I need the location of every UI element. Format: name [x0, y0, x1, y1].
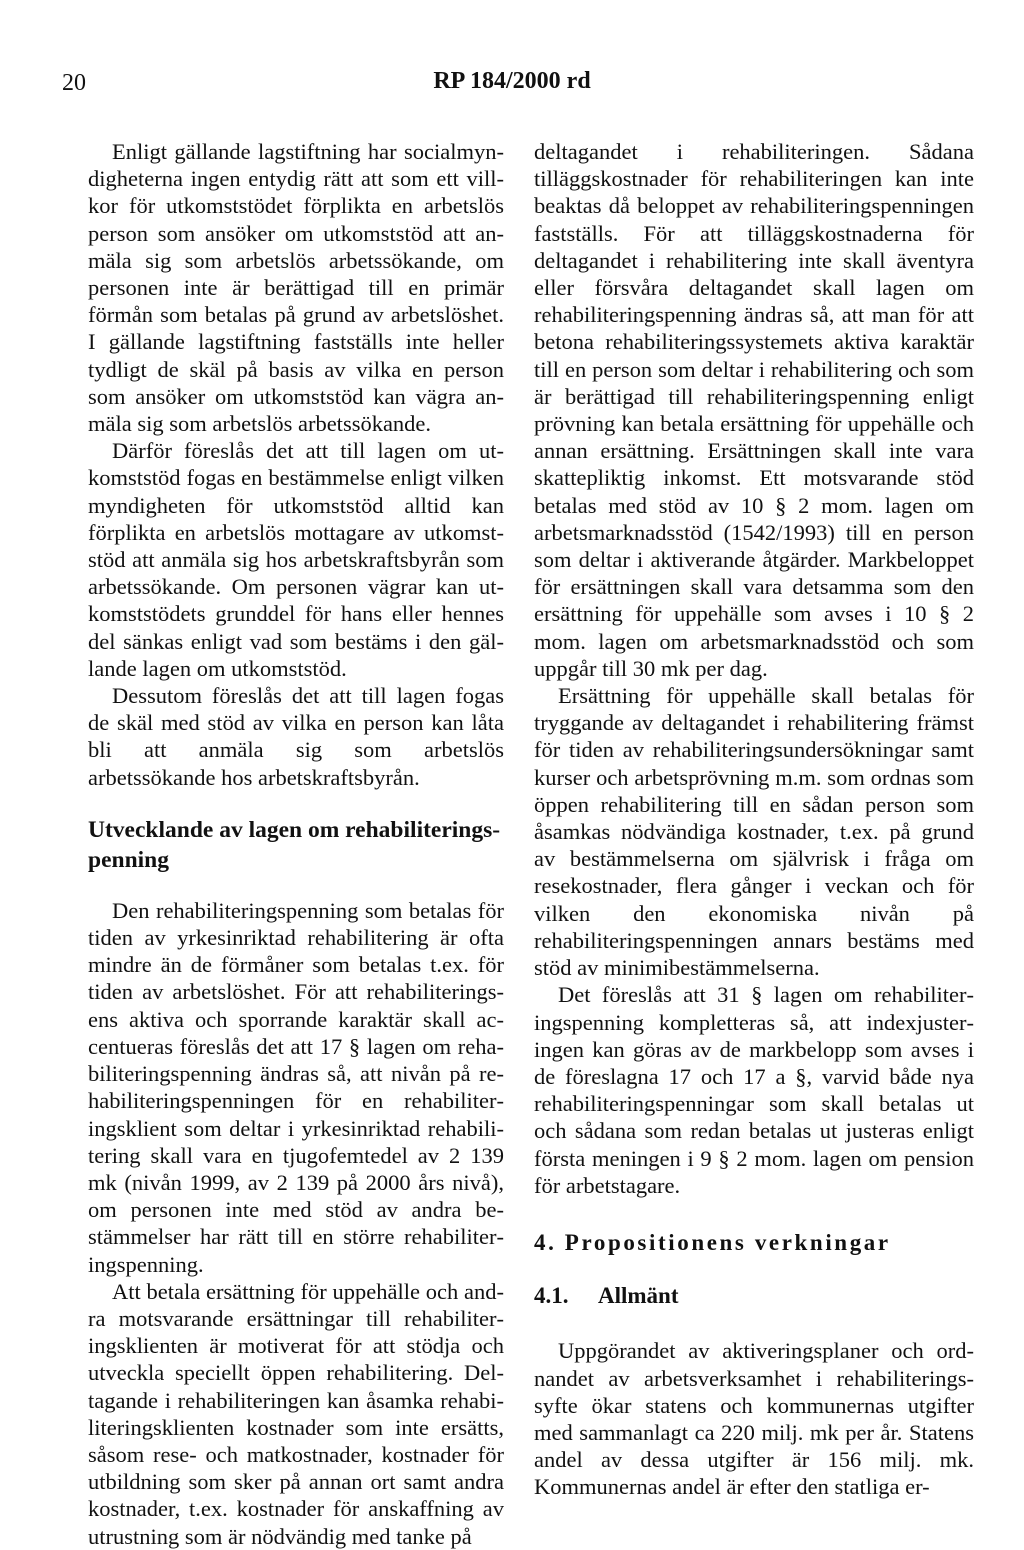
paragraph: Uppgörandet av aktiveringsplaner och ordnandet av arbetsverksamhet i rehabiliteringssyfte ökar statens och kommunernas utgifter med sammanlagt ca 220 milj. mk per år. Statens andel av dessa utgifter är 156 milj. mk. Kommunernas andel är efter den statliga er- — [534, 1338, 974, 1500]
chapter-heading: 4. Propositionens verkningar — [534, 1229, 891, 1255]
subsection-number: 4.1. — [534, 1283, 569, 1309]
paragraph: Enligt gällande lagstiftning har socialmyndigheterna ingen entydig rätt att som ett villkor för utkomststödet förplikta en arbetslös person som ansöker om utkomststöd att anmäla sig som arbetslös arbetssökande, om personen inte är berättigad till en primär förmån som betalas på grund av arbetslöshet. I gällande lagstiftning fastställs inte heller tydligt de skäl på basis av vilka en person som ansöker om utkomststöd kan vägra anmäla sig som arbetslös arbetssökande. — [88, 139, 504, 437]
paragraph: Dessutom föreslås det att till lagen fogas de skäl med stöd av vilka en person kan låta bli att anmäla sig som arbetslös arbetssökande hos arbetskraftsbyrån. — [88, 683, 504, 790]
right-column — [534, 138, 974, 1501]
paragraph: Det föreslås att 31 § lagen om rehabiliteringspenning kompletteras så, att indexjusteringen kan göras av de markbelopp som avses i de föreslagna 17 och 17 a §, varvid både nya rehabiliteringspenningar som skall betalas ut och sådana som redan betalas ut justeras enligt första meningen i 9 § 2 mom. lagen om pension för arbetstagare. — [534, 982, 974, 1198]
paragraph: Den rehabiliteringspenning som betalas för tiden av yrkesinriktad rehabilitering är ofta mindre än de förmåner som betalas t.ex. för tiden av arbetslöshet. För att rehabiliteringsens aktiva och sporrande karaktär skall accentueras föreslås det att 17 § lagen om rehabiliteringspenning ändras så, att nivån på rehabiliteringspenningen för en rehabiliteringsklient som deltar i yrkesinriktad rehabilitering skall vara en tjugofemtedel av 2 139 mk (nivån 1999, av 2 139 på 2000 års nivå), om personen inte med stöd av andra bestämmelser har rätt till en större rehabiliteringspenning. — [88, 897, 504, 1277]
paragraph: deltagandet i rehabiliteringen. Sådana tilläggskostnader för rehabiliteringen kan inte beaktas då beloppet av rehabiliteringspenningen fastställs. För att tilläggskostnaderna för deltagandet i rehabilitering inte skall äventyra eller försvåra deltagandet skall lagen om rehabiliteringspenning ändras så, att man för att betona rehabiliteringssystemets aktiva karaktär till en person som deltar i rehabilitering och som är berättigad till rehabiliteringspenning enligt prövning kan betala ersättning för uppehälle och annan ersättning. Ersättningen skall inte vara skattepliktig inkomst. Ett motsvarande stöd betalas med stöd av 10 § 2 mom. lagen om arbetsmarknadsstöd (1542/1993) till en person som deltar i aktiverande åtgärder. Markbeloppet för ersättningen skall vara detsamma som den ersättning för uppehälle som avses i 10 § 2 mom. lagen om arbetsmarknadsstöd och som uppgår till 30 mk per dag. — [534, 139, 974, 681]
left-column — [88, 138, 504, 1550]
subsection-title: Allmänt — [598, 1283, 679, 1309]
paragraph: Att betala ersättning för uppehälle och andra motsvarande ersättningar till rehabiliteringsklienten är motiverat för att stödja och utveckla speciellt öppen rehabilitering. Deltagande i rehabiliteringen kan åsamka rehabiliteringsklienten kostnader som inte ersätts, såsom rese- och matkostnader, kostnader för utbildning som sker på annan ort samt andra kostnader, t.ex. kostnader för anskaffning av utrustning som är nödvändig med tanke på — [88, 1278, 504, 1549]
running-title: RP 184/2000 rd — [433, 68, 591, 94]
paragraph: Ersättning för uppehälle skall betalas för tryggande av deltagandet i rehabilitering främst för tiden av rehabiliteringsundersökningar samt kurser och arbetsprövning m.m. som ordnas som öppen rehabilitering till en sådan person som åsamkas nödvändiga kostnader, t.ex. på grund av bestämmelserna om självrisk i fråga om resekostnader, flera gånger i veckan och för vilken den ekonomiska nivån på rehabiliteringspenningen annars bestäms med stöd av minimibestämmelserna. — [534, 683, 974, 981]
page-number: 20 — [62, 70, 86, 96]
section-heading: Utvecklande av lagen om rehabiliteringspenning — [88, 816, 501, 873]
paragraph: Därför föreslås det att till lagen om utkomststöd fogas en bestämmelse enligt vilken myndigheten för utkomststöd alltid kan förplikta en arbetslös mottagare av utkomststöd att anmäla sig hos arbetskraftsbyrån som arbetssökande. Om personen vägrar kan utkomststödets grunddel för hans eller hennes del sänkas enligt vad som bestäms i den gällande lagen om utkomststöd. — [88, 438, 504, 681]
subsection-heading — [534, 1282, 974, 1309]
